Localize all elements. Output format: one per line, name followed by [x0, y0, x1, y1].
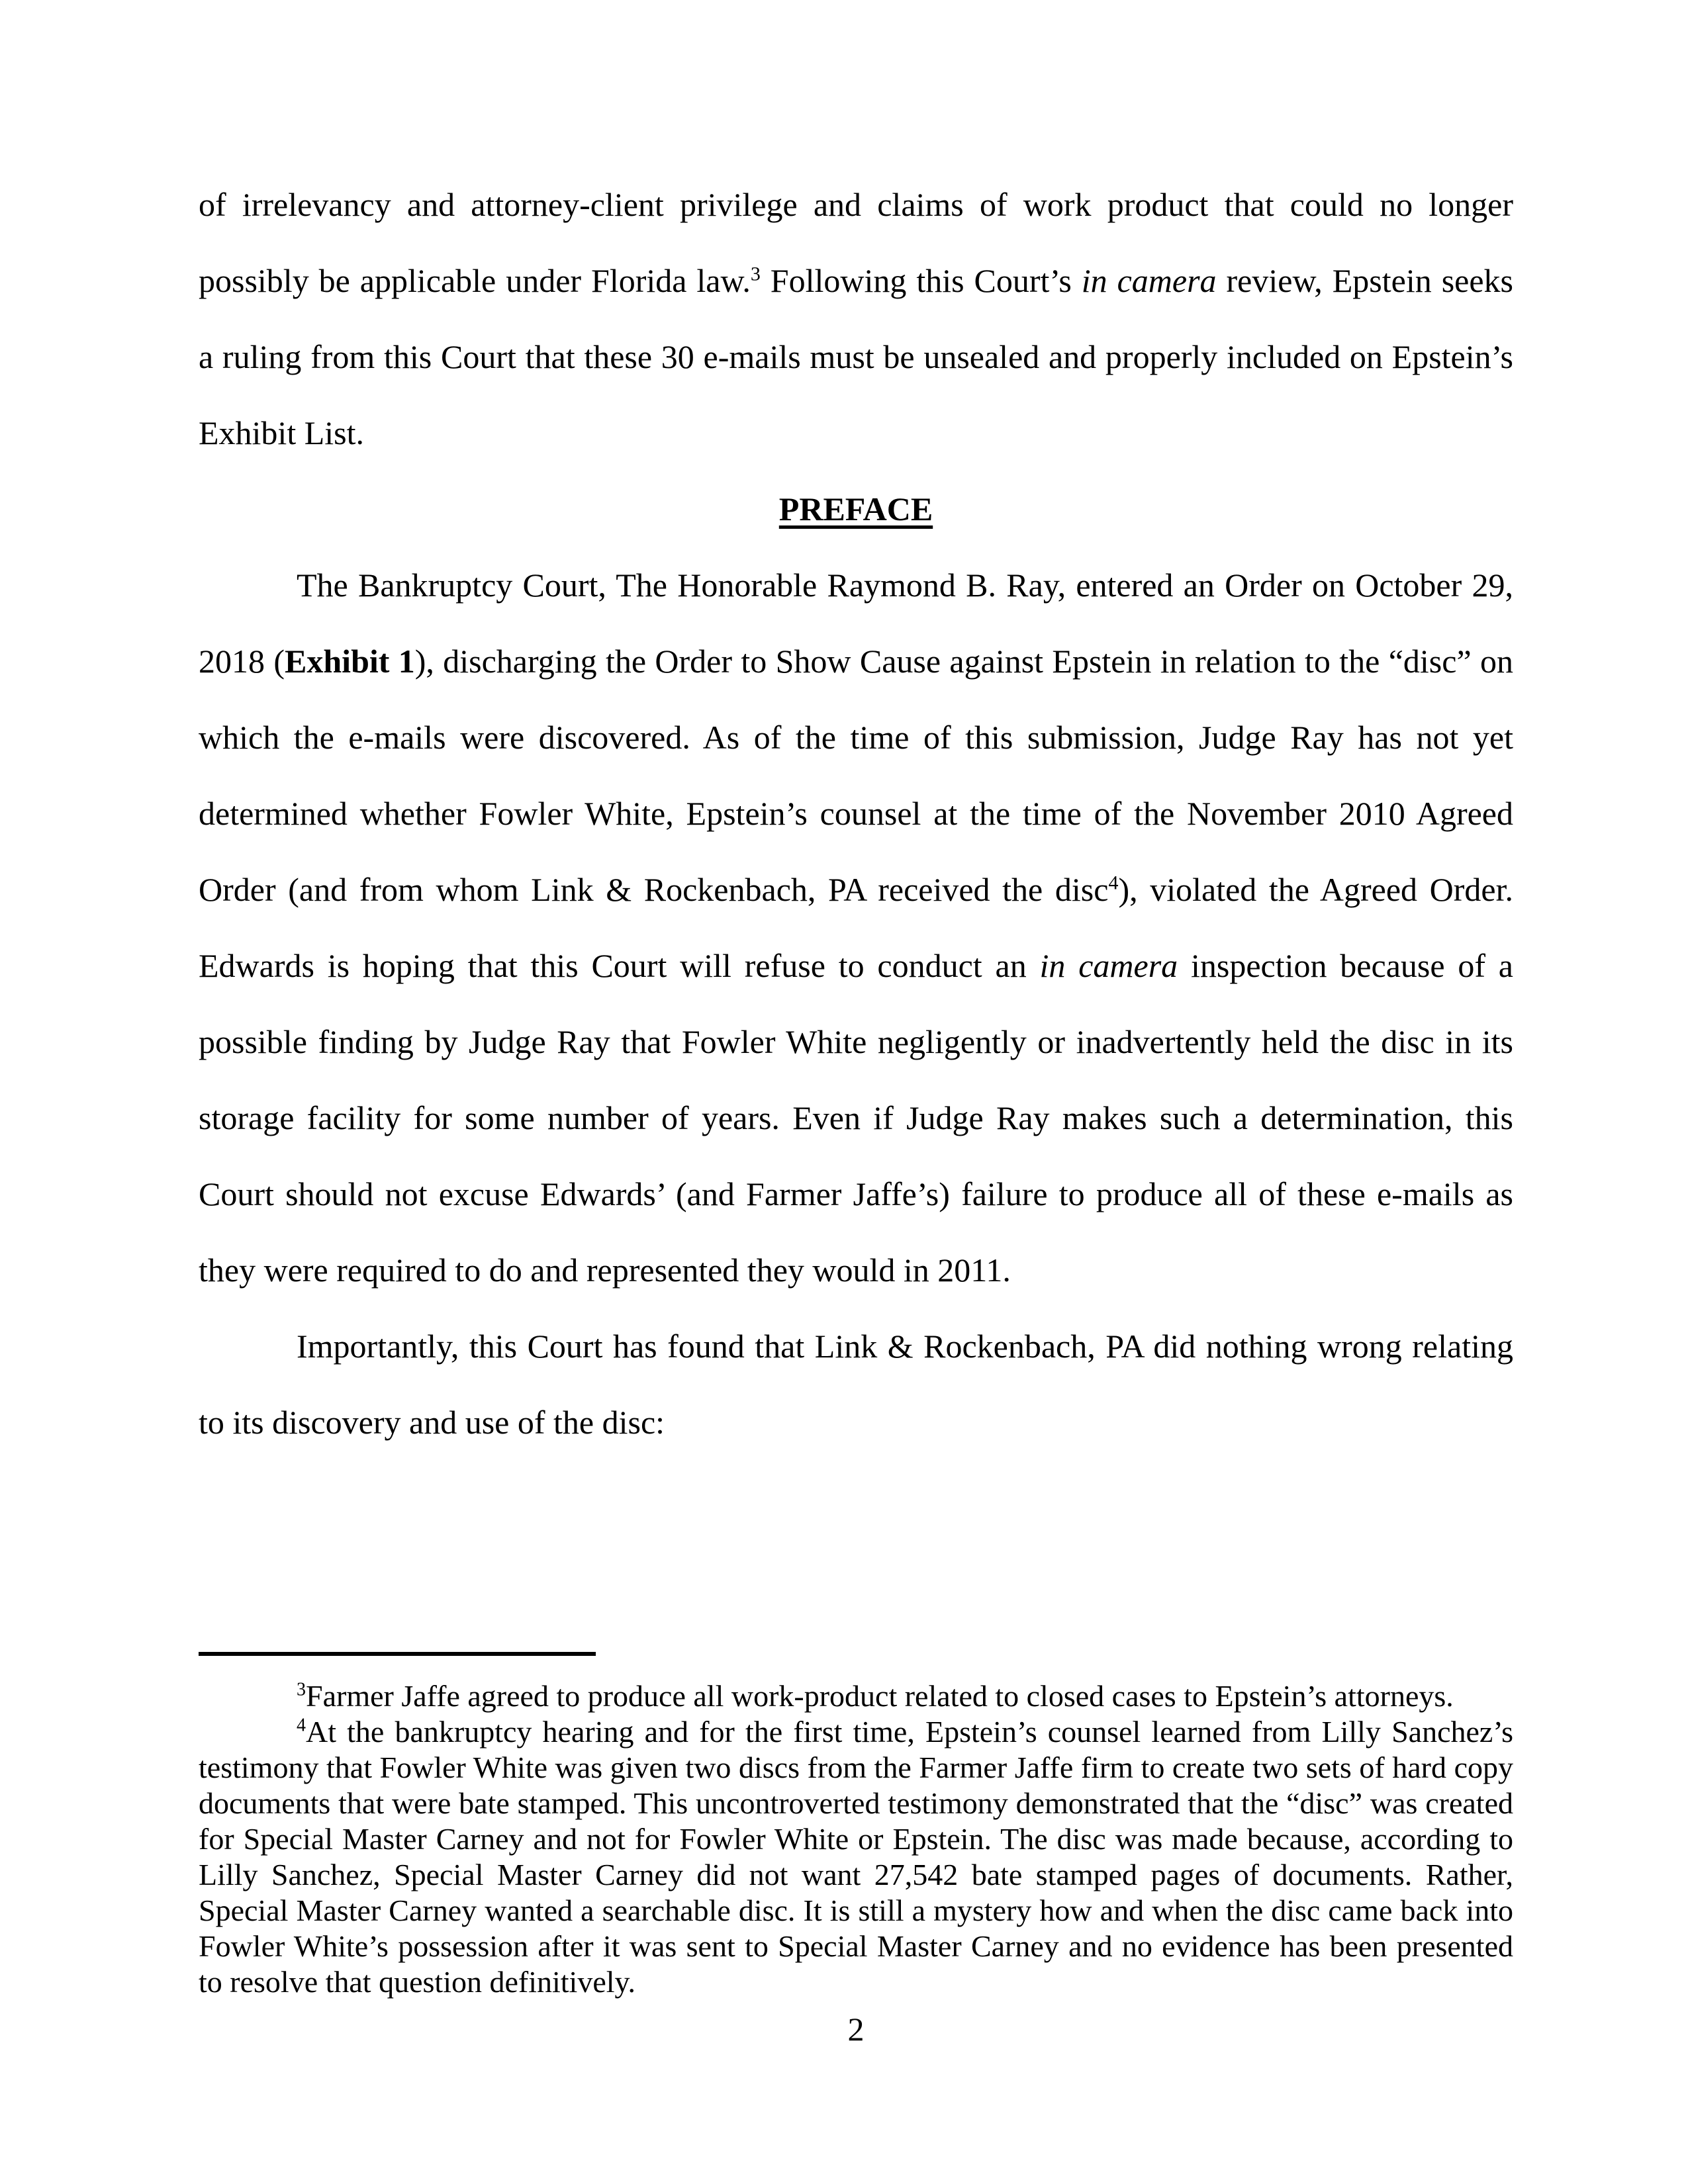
- bold-run: Exhibit 1: [285, 643, 415, 680]
- text-run: Importantly, this Court has found that Link & Rockenbach, PA did nothing wrong relating to its discovery and use of the disc:: [199, 1328, 1513, 1441]
- text-run: ), violated the Agreed Order. Edwards is hoping that this Court will refuse to conduct an: [199, 871, 1513, 984]
- preface-heading-text: PREFACE: [778, 490, 933, 527]
- footnote-reference-4: 4: [1108, 872, 1119, 894]
- text-run: review, Epstein seeks a ruling from this Court that these 30 e-mails must be unsealed and properly included on Epstein’s Exhibit List.: [199, 262, 1513, 451]
- text-run: ), discharging the Order to Show Cause against Epstein in relation to the “disc” on which the e-mails were discovered. As of the time of this submission, Judge Ray has not yet determined whether Fowler White, Epstein’s counsel at the time of the November 2010 Agreed Order (and from whom Link & Rockenbach, PA received the disc: [199, 643, 1513, 908]
- footnote-3-number: 3: [297, 1679, 306, 1700]
- text-run: The Bankruptcy Court, The Honorable Raymond B. Ray, entered an Order on October 29, 2018 (: [199, 567, 1513, 680]
- preface-paragraph: [199, 547, 1513, 1308]
- closing-paragraph: [199, 1308, 1513, 1461]
- footnote-4: [199, 1714, 1513, 2000]
- footnote-4-text: At the bankruptcy hearing and for the first time, Epstein’s counsel learned from Lilly Sanchez’s testimony that Fowler White was given two discs from the Farmer Jaffe firm to create two sets of hard copy documents that were bate stamped. This uncontroverted testimony demonstrated that the “disc” was created for Special Master Carney and not for Fowler White or Epstein. The disc was made because, according to Lilly Sanchez, Special Master Carney did not want 27,542 bate stamped pages of documents. Rather, Special Master Carney wanted a searchable disc. It is still a mystery how and when the disc came back into Fowler White’s possession after it was sent to Special Master Carney and no evidence has been presented to resolve that question definitively.: [199, 1715, 1513, 1999]
- document-body: [199, 167, 1513, 1461]
- footnote-reference-3: 3: [750, 263, 761, 285]
- text-run: of irrelevancy and attorney-client privilege and claims of work product that could no longer possibly be applicable under Florida law.: [199, 186, 1513, 299]
- text-run: inspection because of a possible finding by Judge Ray that Fowler White negligently or inadvertently held the disc in its storage facility for some number of years. Even if Judge Ray makes such a determination, this Court should not excuse Edwards’ (and Farmer Jaffe’s) failure to produce all of these e-mails as they were required to do and represented they would in 2011.: [199, 947, 1514, 1289]
- italic-run: in camera: [1081, 262, 1217, 299]
- footnotes-section: [199, 1652, 1513, 2000]
- footnote-3: [199, 1678, 1513, 1714]
- preface-heading: [199, 471, 1513, 547]
- text-run: Following this Court’s: [760, 262, 1082, 299]
- page-number: 2: [847, 2011, 865, 2048]
- footnote-3-text: Farmer Jaffe agreed to produce all work-product related to closed cases to Epstein’s attorneys.: [306, 1679, 1454, 1713]
- footnote-4-number: 4: [297, 1715, 306, 1736]
- italic-run: in camera: [1039, 947, 1178, 984]
- footnote-separator-rule: [199, 1652, 596, 1656]
- opening-paragraph: [199, 167, 1513, 471]
